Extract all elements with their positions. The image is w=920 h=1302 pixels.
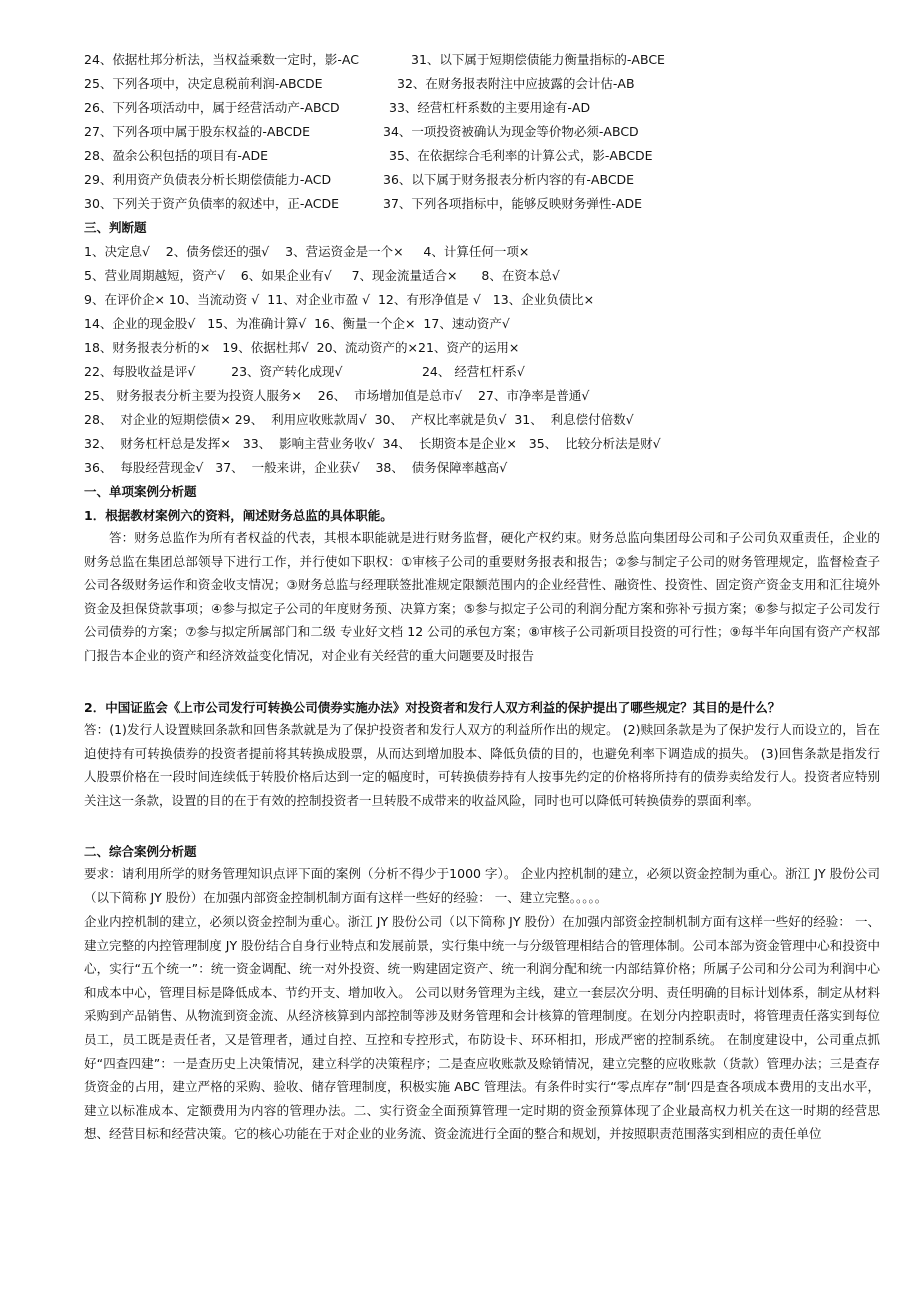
q1-answer: 答：财务总监作为所有者权益的代表，其根本职能就是进行财务监督，硬化产权约束。财务总监向集团母公司和子公司负双重责任，企业的财务总监在集团总部领导下进行工作，并行使如下职权：①审核子公司的重要财务报表和报告；②参与制定子公司的财务管理规定，监督检查子公司各级财务运作和资金收支情况；③财务总监与经理联签批准规定限额范围内的企业经营性、融资性、投资性、固定资产资金支用和汇往境外资金及担保贷款事项；④参与拟定子公司的年度财务预、决算方案；⑤参与拟定子公司的利润分配方案和弥补亏损方案；⑥参与拟定子公司发行公司债券的方案；⑦参与拟定所属部门和二级 专业好文档 12 公司的承包方案；⑧审核子公司新项目投资的可行性；⑨每半年向国有资产产权部门报告本企业的资产和经济效益变化情况，对企业有关经营的重大问题要及时报告 bbox=[84, 530, 880, 663]
judgment-line-10: 36、 每股经营现金√ 37、 一般来讲，企业获√ 38、 债务保障率越高√ bbox=[84, 460, 508, 475]
judgment-line-4: 14、企业的现金股√ 15、为准确计算√ 16、衡量一个企× 17、速动资产√ bbox=[84, 316, 510, 331]
mc-right-34: 34、一项投资被确认为现金等价物必须-ABCD bbox=[383, 124, 639, 139]
judgment-line-7: 25、 财务报表分析主要为投资人服务× 26、 市场增加值是总市√ 27、市净率是普通√ bbox=[84, 388, 590, 403]
judgment-line-2: 5、营业周期越短，资产√ 6、如果企业有√ 7、现金流量适合× 8、在资本总√ bbox=[84, 268, 560, 283]
mc-right-32: 32、在财务报表附注中应披露的会计估-AB bbox=[397, 76, 635, 91]
judgment-line-9: 32、 财务杠杆总是发挥× 33、 影响主营业务收√ 34、 长期资本是企业× 35、 比较分析法是财√ bbox=[84, 436, 661, 451]
q2-title: 2．中国证监会《上市公司发行可转换公司债券实施办法》对投资者和发行人双方利益的保护提出了哪些规定？其目的是什么？ bbox=[84, 700, 781, 715]
q1-title: 1．根据教材案例六的资料，阐述财务总监的具体职能。 bbox=[84, 508, 393, 523]
mc-left-29: 29、利用资产负债表分析长期偿债能力-ACD bbox=[84, 172, 332, 187]
judgment-heading: 三、判断题 bbox=[84, 220, 147, 235]
comp-body: 企业内控机制的建立，必须以资金控制为重心。浙江 JY 股份公司（以下简称 JY 股份）在加强内部资金控制机制方面有这样一些好的经验： 一、建立完整的内控管理制度 JY 股份结合自身行业特点和发展前景，实行集中统一与分级管理相结合的管理体制。公司本部为资金管理中心和投资中心，实行“五个统一”：统一资金调配、统一对外投资、统一购建固定资产、统一利润分配和统一内部结算价格；所属子公司和分公司为利润中心和成本中心，管理目标是降低成本、节约开支、增加收入。 公司以财务管理为主线，建立一套层次分明、责任明确的目标计划体系，制定从材料采购到产品销售、从物流到资金流、从经济核算到内部控制等涉及财务管理和会计核算的管理制度。在划分内控职责时，将管理责任落实到每位员工，员工既是责任者，又是管理者，通过自控、互控和专控形式，布防设卡、环环相扣，形成严密的控制系统。 在制度建设中，公司重点抓好“四查四建”：一是查历史上决策情况，建立科学的决策程序；二是查应收账款及赊销情况，建立完整的应收账款（货款）管理办法；三是查存货资金的占用，建立严格的采购、验收、储存管理制度，积极实施 ABC 管理法。有条件时实行“零点库存”制‘四是查各项成本费用的支出水平，建立以标准成本、定额费用为内容的管理办法。二、实行资金全面预算管理一定时期的资金预算体现了企业最高权力机关在这一时期的经营思想、经营目标和经营决策。它的核心功能在于对企业的业务流、资金流进行全面的整合和规划，并按照职责范围落实到相应的责任单位 bbox=[84, 914, 880, 1142]
mc-left-27: 27、下列各项中属于股东权益的-ABCDE bbox=[84, 124, 311, 139]
judgment-line-1: 1、决定息√ 2、债务偿还的强√ 3、营运资金是一个× 4、计算任何一项× bbox=[84, 244, 530, 259]
mc-right-31: 31、以下属于短期偿债能力衡量指标的-ABCE bbox=[411, 52, 665, 67]
comp-requirement: 要求：请利用所学的财务管理知识点评下面的案例（分析不得少于1000 字）。 企业内控机制的建立，必须以资金控制为重心。浙江 JY 股份公司（以下简称 JY 股份）在加强内部资金控制机制方面有这样一些好的经验： 一、建立完整。。。。。 bbox=[84, 866, 880, 905]
q2-answer: 答：(1)发行人设置赎回条款和回售条款就是为了保护投资者和发行人双方的利益所作出的规定。 (2)赎回条款是为了保护发行人而设立的，旨在迫使持有可转换债券的投资者提前将其转换成股票，从而达到增加股本、降低负债的目的，也避免利率下调造成的损失。 (3)回售条款是指发行人股票价格在一段时间连续低于转股价格后达到一定的幅度时，可转换债券持有人按事先约定的价格将所持有的债券卖给发行人。投资者应特别关注这一条款，设置的目的在于有效的控制投资者一旦转股不成带来的收益风险，同时也可以降低可转换债券的票面利率。 bbox=[84, 722, 880, 808]
mc-left-28: 28、盈余公积包括的项目有-ADE bbox=[84, 148, 268, 163]
mc-left-30: 30、下列关于资产负债率的叙述中，正-ACDE bbox=[84, 196, 339, 211]
mc-right-33: 33、经营杠杆系数的主要用途有-AD bbox=[389, 100, 591, 115]
mc-right-37: 37、下列各项指标中，能够反映财务弹性-ADE bbox=[383, 196, 642, 211]
judgment-line-8: 28、 对企业的短期偿债× 29、 利用应收账款周√ 30、 产权比率就是负√ 31、 利息偿付倍数√ bbox=[84, 412, 634, 427]
judgment-line-3: 9、在评价企× 10、当流动资 √ 11、对企业市盈 √ 12、有形净值是 √ 13、企业负债比× bbox=[84, 292, 595, 307]
judgment-line-6: 22、每股收益是评√ 23、资产转化成现√ 24、 经营杠杆系√ bbox=[84, 364, 525, 379]
mc-left-24: 24、依据杜邦分析法，当权益乘数一定时，影-AC bbox=[84, 52, 359, 67]
mc-right-35: 35、在依据综合毛利率的计算公式，影-ABCDE bbox=[389, 148, 653, 163]
mc-left-26: 26、下列各项活动中，属于经营活动产-ABCD bbox=[84, 100, 340, 115]
comp-case-heading: 二、综合案例分析题 bbox=[84, 844, 197, 859]
mc-right-36: 36、以下属于财务报表分析内容的有-ABCDE bbox=[383, 172, 635, 187]
judgment-line-5: 18、财务报表分析的× 19、依据杜邦√ 20、流动资产的×21、资产的运用× bbox=[84, 340, 520, 355]
mc-left-25: 25、下列各项中，决定息税前利润-ABCDE bbox=[84, 76, 323, 91]
single-case-heading: 一、单项案例分析题 bbox=[84, 484, 197, 499]
